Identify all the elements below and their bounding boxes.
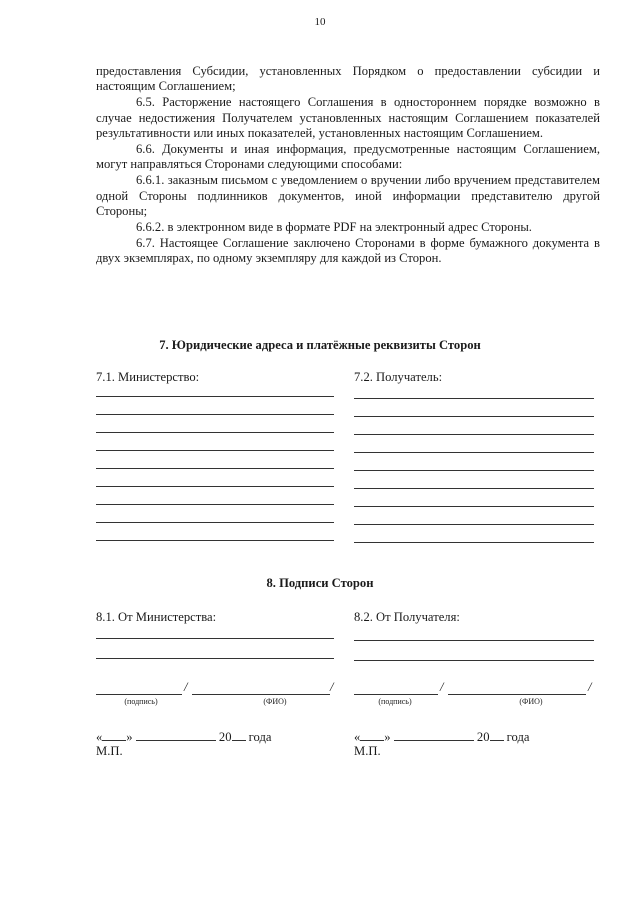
ministry-signature-label [96, 610, 216, 625]
body-text [96, 64, 600, 268]
recipient-fio-field [448, 694, 586, 695]
recipient-signature-separator: / [440, 680, 444, 694]
ministry-stamp-place: М.П. [96, 744, 123, 758]
section-8-title: 8. Подписи Сторон [266, 576, 374, 590]
quote-close: » [384, 730, 391, 744]
recipient-stamp-place: М.П. [354, 744, 381, 758]
ministry-signature-separator: / [184, 680, 188, 694]
from-recipient-label: 8.2. От Получателя: [354, 610, 460, 624]
recipient-requisite-line [354, 488, 594, 489]
recipient-requisite-line [354, 398, 594, 399]
recipient-requisite-line [354, 470, 594, 471]
page-number: 10 [314, 16, 326, 28]
ministry-label: 7.1. Министерство: [96, 370, 200, 384]
ministry-requisite-line [96, 450, 334, 451]
ministry-requisite-line [96, 432, 334, 433]
recipient-requisite-line [354, 524, 594, 525]
ministry-signer-line [96, 638, 334, 639]
year-prefix: 20 [476, 730, 490, 744]
ministry-requisite-line [96, 504, 334, 505]
recipient-date-row [354, 728, 529, 745]
recipient-caption-fio: (ФИО) [519, 697, 543, 706]
paragraph-6-6: 6.6. Документы и иная информация, предусмотренные настоящим Соглашением, могут направляться Сторонами следующими способами: [96, 142, 600, 172]
ministry-details-label [96, 370, 199, 385]
day-field [360, 728, 384, 741]
year-prefix: 20 [218, 730, 232, 744]
section-7-title: 7. Юридические адреса и платёжные реквизиты Сторон [159, 338, 481, 352]
ministry-signature-field [96, 694, 182, 695]
paragraph-6-7: 6.7. Настоящее Соглашение заключено Сторонами в форме бумажного документа в двух экземплярах, по одному экземпляру для каждой из Сторон. [96, 236, 600, 266]
ministry-fio-field [192, 694, 330, 695]
ministry-requisite-line [96, 522, 334, 523]
ministry-requisite-line [96, 540, 334, 541]
recipient-signature-field [354, 694, 438, 695]
ministry-requisite-line [96, 468, 334, 469]
year-suffix: года [506, 730, 530, 744]
ministry-signature-separator-end: / [330, 680, 334, 694]
recipient-requisite-line [354, 506, 594, 507]
recipient-requisite-line [354, 434, 594, 435]
recipient-caption-sign: (подпись) [378, 697, 412, 706]
quote-close: » [126, 730, 133, 744]
recipient-signer-line [354, 640, 594, 641]
paragraph-6-6-2: 6.6.2. в электронном виде в формате PDF на электронный адрес Стороны. [136, 220, 532, 235]
month-field [394, 728, 474, 741]
paragraph-6-5: 6.5. Расторжение настоящего Соглашения в одностороннем порядке возможно в случае недостижения Получателем установленных настоящим Соглашением показателей результативности или иных показателей, установленных настоящим Соглашением. [96, 95, 600, 140]
recipient-details-label [354, 370, 442, 385]
ministry-caption-fio: (ФИО) [263, 697, 287, 706]
from-ministry-label: 8.1. От Министерства: [96, 610, 217, 624]
quote-open: « [96, 730, 103, 744]
year-field [232, 728, 246, 741]
day-field [102, 728, 126, 741]
paragraph-6-6-1: 6.6.1. заказным письмом с уведомлением о вручении либо вручением представителем одной Стороны подлинников документов, иной информации представителю другой Стороны; [96, 173, 600, 218]
ministry-requisite-line [96, 414, 334, 415]
ministry-requisite-line [96, 486, 334, 487]
ministry-date-row [96, 728, 271, 745]
ministry-signer-line [96, 658, 334, 659]
quote-open: « [354, 730, 361, 744]
recipient-signature-label [354, 610, 460, 625]
paragraph-continued: предоставления Субсидии, установленных Порядком о предоставлении субсидии и настоящим Соглашением; [96, 64, 600, 94]
recipient-requisite-line [354, 542, 594, 543]
ministry-requisite-line [96, 396, 334, 397]
recipient-requisite-line [354, 452, 594, 453]
recipient-requisite-line [354, 416, 594, 417]
ministry-caption-sign: (подпись) [124, 697, 158, 706]
recipient-label: 7.2. Получатель: [354, 370, 443, 384]
recipient-signature-separator-end: / [588, 680, 592, 694]
month-field [136, 728, 216, 741]
year-suffix: года [248, 730, 272, 744]
recipient-signer-line [354, 660, 594, 661]
year-field [490, 728, 504, 741]
